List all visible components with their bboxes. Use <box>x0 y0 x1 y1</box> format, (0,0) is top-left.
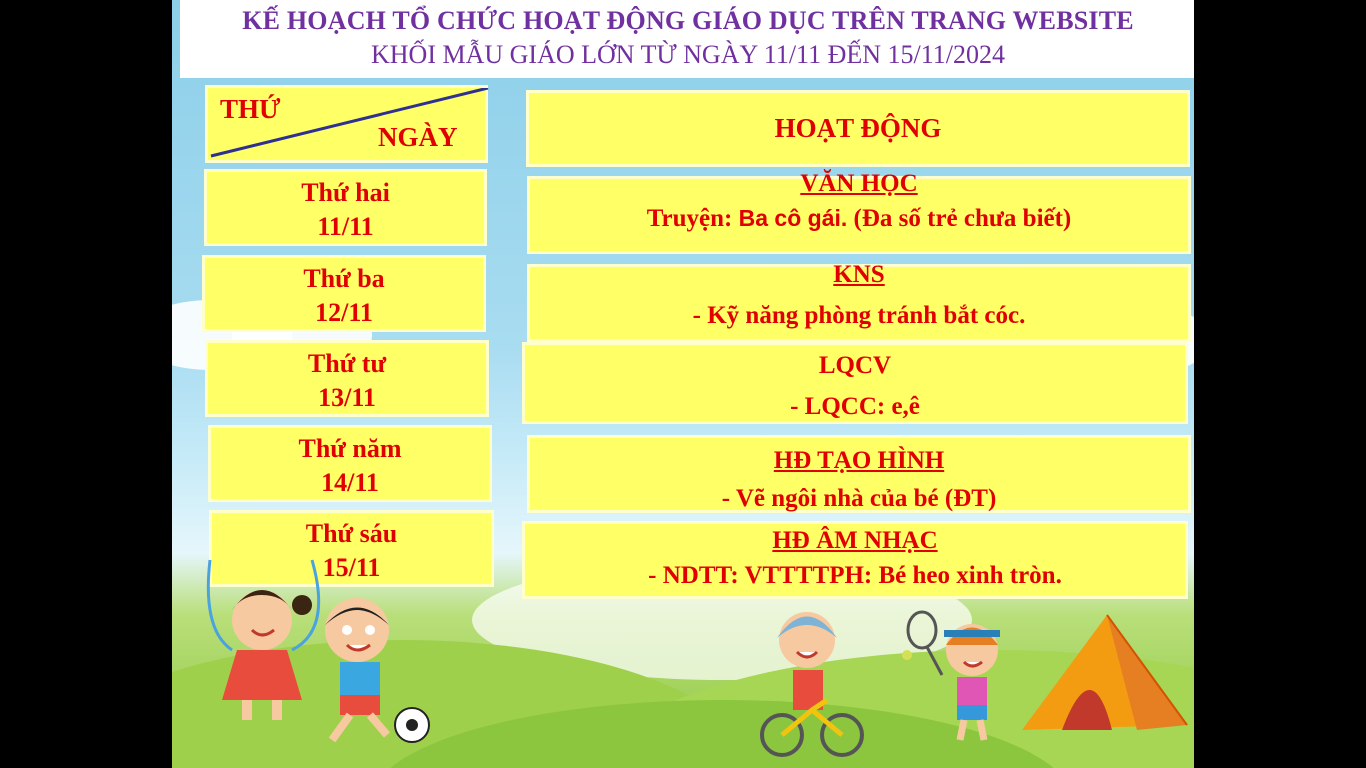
header-banner <box>180 0 1194 78</box>
day-name: Thứ sáu <box>305 519 398 548</box>
activity-cell <box>527 261 1191 342</box>
activity-detail: - Kỹ năng phòng tránh bắt cóc. <box>692 302 1026 329</box>
activity-subject: LQCV <box>818 352 892 379</box>
day-cell <box>204 169 487 246</box>
day-name: Thứ tư <box>307 349 387 378</box>
corner-header-cell <box>205 85 488 163</box>
activity-subject: VĂN HỌC <box>800 170 918 197</box>
day-date: 14/11 <box>321 468 379 497</box>
page-title: KẾ HOẠCH TỔ CHỨC HOẠT ĐỘNG GIÁO DỤC TRÊN TRANG WEBSITE <box>242 6 1134 35</box>
day-cell <box>202 255 486 332</box>
page-subtitle: KHỐI MẪU GIÁO LỚN TỪ NGÀY 11/11 ĐẾN 15/11/2024 <box>370 40 1006 69</box>
activity-header-label: HOẠT ĐỘNG <box>774 113 942 143</box>
activity-cell <box>522 521 1188 599</box>
corner-bottom-label: NGÀY <box>378 122 458 152</box>
tent-illustration <box>1017 610 1192 740</box>
day-cell <box>205 340 489 417</box>
activity-cell <box>527 170 1191 254</box>
girl-tennis-illustration <box>902 605 1012 745</box>
activity-detail: - Vẽ ngôi nhà của bé (ĐT) <box>721 485 997 512</box>
activity-subject: HĐ ÂM NHẠC <box>772 527 938 554</box>
day-cell <box>208 425 492 502</box>
day-date: 15/11 <box>322 553 381 582</box>
activity-detail-suffix: (Đa số trẻ chưa biết) <box>847 205 1072 232</box>
activity-detail <box>530 201 1188 236</box>
activity-cell <box>522 342 1188 424</box>
day-date: 11/11 <box>317 212 374 241</box>
activity-detail-prefix: Truyện: <box>646 205 739 232</box>
activity-detail-story: Ba cô gái. <box>738 205 848 231</box>
day-date: 12/11 <box>315 298 373 327</box>
activity-cell <box>527 435 1191 513</box>
day-name: Thứ hai <box>301 178 390 207</box>
activity-header-cell <box>526 90 1190 167</box>
day-date: 13/11 <box>318 383 376 412</box>
activity-subject: KNS <box>833 261 885 288</box>
kid-bicycle-illustration <box>757 600 867 760</box>
girl-jump-rope-illustration <box>192 550 332 730</box>
day-name: Thứ năm <box>298 434 402 463</box>
corner-top-label: THỨ <box>220 94 281 124</box>
activity-subject: HĐ TẠO HÌNH <box>773 447 945 474</box>
activity-detail: - LQCC: e,ê <box>790 393 920 420</box>
day-name: Thứ ba <box>303 264 385 293</box>
slide-canvas <box>172 0 1194 768</box>
boy-soccer-illustration <box>312 590 452 750</box>
activity-detail: - NDTT: VTTTTPH: Bé heo xinh tròn. <box>648 562 1062 589</box>
